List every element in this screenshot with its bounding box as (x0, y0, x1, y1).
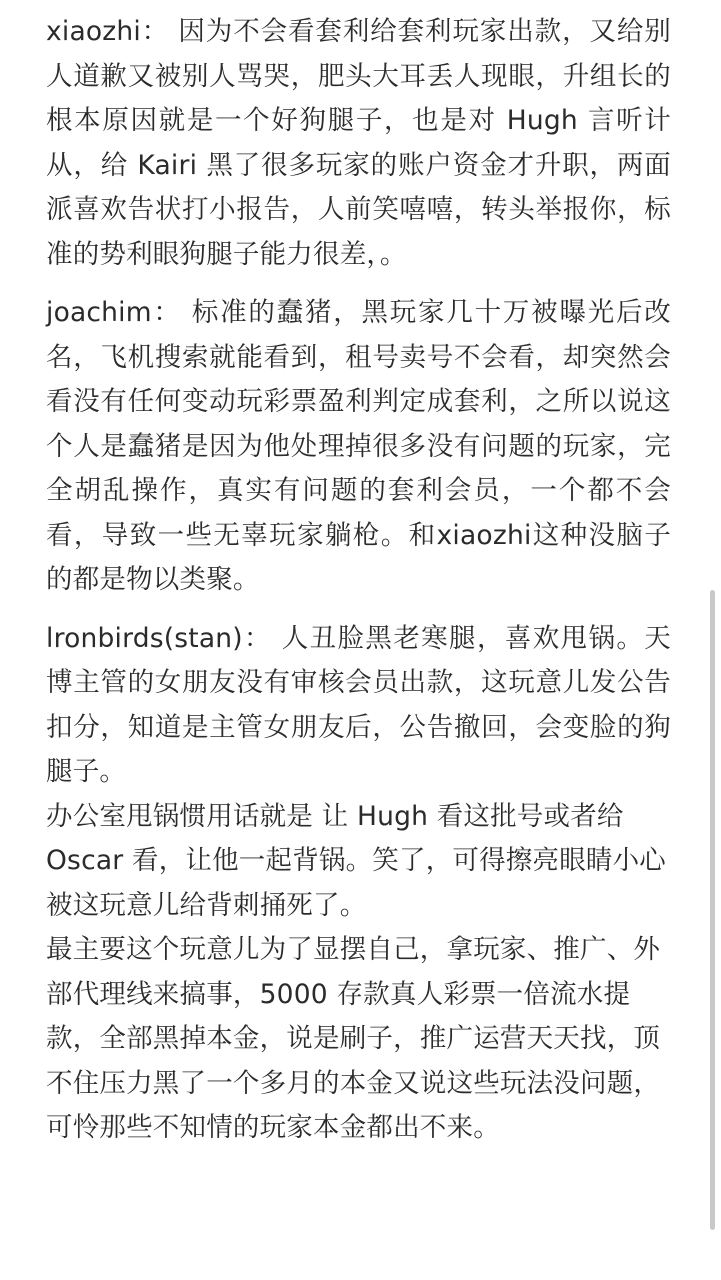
post-paragraph-ironbirds-3: 最主要这个玩意儿为了显摆自己，拿玩家、推广、外部代理线来搞事，5000 存款真人彩票一倍流水提款，全部黑掉本金，说是刷子，推广运营天天找，顶不住压力黑了一个多月的本金又说这些玩法没问题，可怜那些不知情的玩家本金都出不来。 (46, 934, 661, 1144)
post-paragraph-joachim: joachim： 标准的蠢猪，黑玩家几十万被曝光后改名，飞机搜索就能看到，租号卖号不会看，却突然会看没有任何变动玩彩票盈利判定成套利，之所以说这个人是蠢猪是因为他处理掉很多没有问题的玩家，完全胡乱操作，真实有问题的套利会员，一个都不会看，导致一些无辜玩家躺枪。和xiaozhi这种没脑子的都是物以类聚。 (46, 297, 671, 596)
scrollbar-track[interactable] (713, 0, 718, 1280)
post-paragraph-ironbirds-2: 办公室甩锅惯用话就是 让 Hugh 看这批号或者给 Oscar 看，让他一起背锅。笑了，可得擦亮眼睛小心被这玩意儿给背刺捅死了。 (46, 800, 666, 921)
scrollbar-thumb[interactable] (710, 590, 715, 1230)
post-paragraph-xiaozhi: xiaozhi： 因为不会看套利给套利玩家出款，又给别人道歉又被别人骂哭，肥头大耳丢人现眼，升组长的根本原因就是一个好狗腿子，也是对 Hugh 言听计从，给 Kairi 黑了很多玩家的账户资金才升职，两面派喜欢告状打小报告，人前笑嘻嘻，转头举报你，标准的势利眼狗腿子能力很差，。 (46, 16, 671, 270)
post-paragraph-ironbirds-1: lronbirds(stan)： 人丑脸黑老寒腿，喜欢甩锅。天博主管的女朋友没有审核会员出款，这玩意儿发公告扣分，知道是主管女朋友后，公告撤回，会变脸的狗腿子。 (46, 622, 671, 788)
